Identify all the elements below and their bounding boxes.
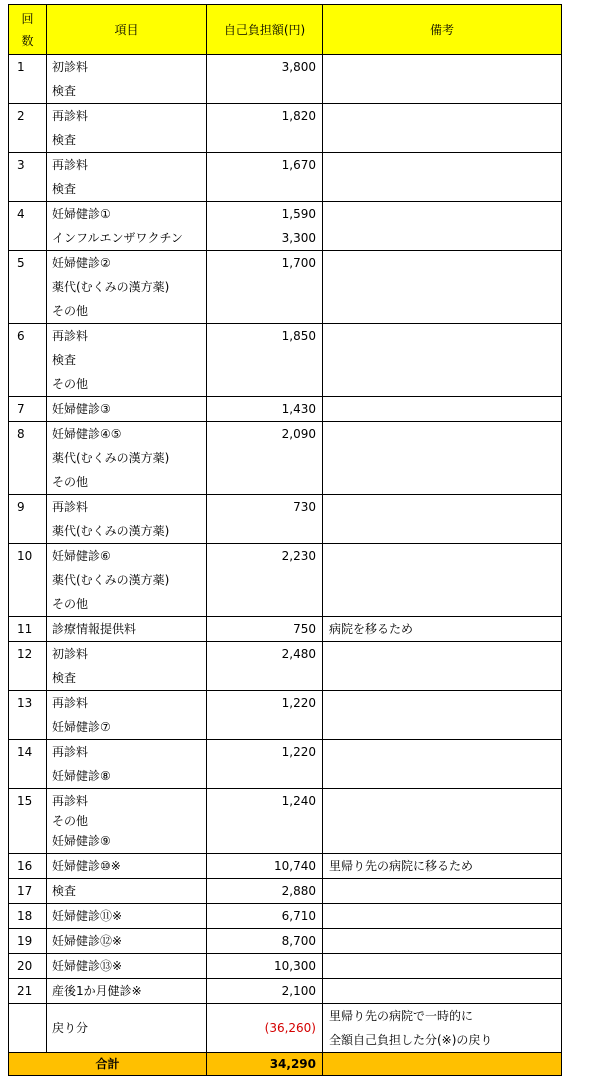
- table-row: [9, 397, 562, 422]
- refund-amount-cell: [207, 1004, 323, 1053]
- row-items: [47, 954, 207, 979]
- table-row: [9, 954, 562, 979]
- row-items: [47, 789, 207, 854]
- row-number-text: 5: [17, 256, 25, 270]
- row-items: [47, 495, 207, 544]
- row-note-text: 病院を移るため: [329, 622, 414, 636]
- row-amount: [207, 495, 323, 544]
- row-amount-text: 1,590: [281, 207, 316, 221]
- row-number: [9, 789, 47, 854]
- row-note: [323, 740, 562, 789]
- table-row: [9, 789, 562, 854]
- row-item-text: 妊婦健診⑧: [52, 769, 111, 783]
- header-count-char-2: 数: [21, 33, 34, 48]
- row-amount-text: 1,220: [281, 696, 316, 710]
- row-number: [9, 691, 47, 740]
- row-amount: [207, 55, 323, 104]
- table-row: [9, 929, 562, 954]
- row-number: [9, 104, 47, 153]
- table-row: [9, 104, 562, 153]
- table-row: [9, 879, 562, 904]
- refund-count-cell: [9, 1004, 47, 1053]
- row-note-text: [329, 740, 561, 764]
- row-item-text: その他: [52, 377, 89, 391]
- row-number: [9, 55, 47, 104]
- row-item-text: 産後1か月健診※: [52, 984, 142, 998]
- row-note-text: 里帰り先の病院に移るため: [329, 859, 474, 873]
- row-number-text: 9: [17, 500, 25, 514]
- row-item-text: 再診料: [52, 794, 89, 808]
- row-item-text: その他: [52, 475, 89, 489]
- row-amount: [207, 202, 323, 251]
- header-item: 項目: [47, 5, 207, 55]
- row-item-text: 初診料: [52, 647, 89, 661]
- row-note-text: [329, 904, 561, 928]
- row-amount: [207, 153, 323, 202]
- row-item-text: 初診料: [52, 60, 89, 74]
- row-items: [47, 251, 207, 324]
- row-note: [323, 904, 562, 929]
- row-number-text: 15: [17, 794, 33, 808]
- row-note: [323, 642, 562, 691]
- row-number-text: 10: [17, 549, 33, 563]
- row-items: [47, 854, 207, 879]
- row-item-text: 妊婦健診②: [52, 256, 111, 270]
- row-number: [9, 879, 47, 904]
- row-item-text: 検査: [52, 353, 77, 367]
- row-amount: [207, 642, 323, 691]
- row-amount-text: 1,700: [281, 256, 316, 270]
- row-amount-text: 2,090: [281, 427, 316, 441]
- row-item-text: その他: [52, 814, 89, 828]
- row-items: [47, 544, 207, 617]
- row-amount-text: 8,700: [281, 934, 316, 948]
- row-note-text: [329, 642, 561, 666]
- row-items: [47, 929, 207, 954]
- row-number: [9, 324, 47, 397]
- row-number: [9, 202, 47, 251]
- row-amount-text: 750: [293, 622, 316, 636]
- row-number-text: 3: [17, 158, 25, 172]
- row-item-text: 妊婦健診⑪※: [52, 909, 123, 923]
- row-amount-text: 1,850: [281, 329, 316, 343]
- row-note-text: [329, 929, 561, 953]
- row-item-text: インフルエンザワクチン: [52, 231, 183, 245]
- header-count-char-1: 回: [21, 11, 34, 26]
- row-items: [47, 979, 207, 1004]
- row-number-text: 14: [17, 745, 33, 759]
- row-note-text: [329, 104, 561, 128]
- row-note: [323, 422, 562, 495]
- row-number-text: 21: [17, 984, 33, 998]
- row-number: [9, 954, 47, 979]
- refund-item-cell: [47, 1004, 207, 1053]
- row-number-text: 8: [17, 427, 25, 441]
- row-amount-text: 730: [293, 500, 316, 514]
- row-amount: [207, 854, 323, 879]
- row-note: [323, 954, 562, 979]
- row-note-text: [329, 397, 561, 421]
- row-items: [47, 422, 207, 495]
- row-number: [9, 422, 47, 495]
- row-note: [323, 979, 562, 1004]
- row-item-text: その他: [52, 597, 89, 611]
- row-note-text: [329, 324, 561, 348]
- row-item-text: 薬代(むくみの漢方薬): [52, 524, 170, 538]
- row-item-text: 検査: [52, 671, 77, 685]
- row-number: [9, 854, 47, 879]
- row-number-text: 18: [17, 909, 33, 923]
- row-note-text: [329, 879, 561, 903]
- row-note: [323, 691, 562, 740]
- row-number-text: 17: [17, 884, 33, 898]
- row-number: [9, 617, 47, 642]
- row-amount: [207, 954, 323, 979]
- row-item-text: 再診料: [52, 696, 89, 710]
- header-row: [9, 5, 562, 55]
- row-amount-text: 1,670: [281, 158, 316, 172]
- row-item-text: 薬代(むくみの漢方薬): [52, 451, 170, 465]
- row-amount: [207, 617, 323, 642]
- row-amount: [207, 324, 323, 397]
- row-item-text: 薬代(むくみの漢方薬): [52, 573, 170, 587]
- row-item-text: 妊婦健診⑩※: [52, 859, 121, 873]
- row-amount-text: 3,800: [281, 60, 316, 74]
- row-item-text: 妊婦健診⑦: [52, 720, 111, 734]
- row-amount-text-2: 3,300: [281, 231, 316, 245]
- row-item-text: 妊婦健診⑬※: [52, 959, 123, 973]
- table-body: [9, 55, 562, 1053]
- row-note: [323, 929, 562, 954]
- row-item-text: 妊婦健診⑨: [52, 834, 111, 848]
- row-item-text: 再診料: [52, 329, 89, 343]
- row-items: [47, 153, 207, 202]
- row-note: [323, 397, 562, 422]
- row-number: [9, 153, 47, 202]
- row-number: [9, 979, 47, 1004]
- header-count: [9, 5, 47, 55]
- refund-item: 戻り分: [52, 1021, 89, 1035]
- table-row: [9, 324, 562, 397]
- row-amount: [207, 104, 323, 153]
- row-item-text: 妊婦健診⑥: [52, 549, 111, 563]
- total-note-cell: [323, 1053, 562, 1076]
- row-number: [9, 740, 47, 789]
- row-items: [47, 617, 207, 642]
- row-items: [47, 104, 207, 153]
- row-item-text: 妊婦健診③: [52, 402, 111, 416]
- row-item-text: 妊婦健診⑫※: [52, 934, 123, 948]
- row-amount-text: 1,820: [281, 109, 316, 123]
- row-number-text: 4: [17, 207, 25, 221]
- row-item-text: 検査: [52, 84, 77, 98]
- row-amount: [207, 544, 323, 617]
- row-note: [323, 202, 562, 251]
- row-items: [47, 55, 207, 104]
- row-amount-text: 1,220: [281, 745, 316, 759]
- row-item-text: 検査: [52, 133, 77, 147]
- row-items: [47, 324, 207, 397]
- row-item-text: 診療情報提供料: [52, 622, 137, 636]
- table-row: [9, 251, 562, 324]
- row-items: [47, 904, 207, 929]
- header-note: 備考: [323, 5, 562, 55]
- row-number: [9, 544, 47, 617]
- table-row: [9, 691, 562, 740]
- table-row: [9, 642, 562, 691]
- refund-amount: (36,260): [264, 1021, 316, 1035]
- header-amount: 自己負担額(円): [207, 5, 323, 55]
- row-note-text: [329, 251, 561, 275]
- row-item-text: 再診料: [52, 745, 89, 759]
- row-number: [9, 904, 47, 929]
- refund-note-line-1: 里帰り先の病院で一時的に: [329, 1009, 474, 1023]
- row-number-text: 19: [17, 934, 33, 948]
- row-amount-text: 1,240: [281, 794, 316, 808]
- refund-row: [9, 1004, 562, 1053]
- row-item-text: 再診料: [52, 500, 89, 514]
- row-number: [9, 397, 47, 422]
- row-note: [323, 854, 562, 879]
- row-number-text: 6: [17, 329, 25, 343]
- row-number-text: 7: [17, 402, 25, 416]
- table-row: [9, 422, 562, 495]
- row-note-text: [329, 544, 561, 568]
- row-amount: [207, 929, 323, 954]
- table-row: [9, 495, 562, 544]
- table-row: [9, 202, 562, 251]
- row-amount: [207, 979, 323, 1004]
- row-number: [9, 251, 47, 324]
- row-amount: [207, 879, 323, 904]
- row-note: [323, 153, 562, 202]
- row-items: [47, 642, 207, 691]
- total-row: [9, 1053, 562, 1076]
- row-item-text: 妊婦健診①: [52, 207, 111, 221]
- row-item-text: 再診料: [52, 109, 89, 123]
- row-number-text: 2: [17, 109, 25, 123]
- row-amount: [207, 397, 323, 422]
- row-amount-text: 10,740: [274, 859, 316, 873]
- table-row: [9, 544, 562, 617]
- row-amount-text: 6,710: [281, 909, 316, 923]
- expense-table: [8, 4, 562, 1076]
- row-item-text: 薬代(むくみの漢方薬): [52, 280, 170, 294]
- row-amount: [207, 740, 323, 789]
- row-note: [323, 544, 562, 617]
- row-note: [323, 55, 562, 104]
- row-note: [323, 104, 562, 153]
- row-items: [47, 879, 207, 904]
- table-row: [9, 153, 562, 202]
- row-note: [323, 617, 562, 642]
- row-note: [323, 789, 562, 854]
- table-row: [9, 55, 562, 104]
- row-note-text: [329, 55, 561, 79]
- total-label: 合計: [9, 1053, 207, 1076]
- row-number: [9, 929, 47, 954]
- row-note: [323, 879, 562, 904]
- row-note-text: [329, 979, 561, 1003]
- row-number-text: 20: [17, 959, 33, 973]
- row-amount-text: 2,880: [281, 884, 316, 898]
- refund-note-line-2: 全額自己負担した分(※)の戻り: [329, 1033, 493, 1047]
- row-amount-text: 2,230: [281, 549, 316, 563]
- table-row: [9, 617, 562, 642]
- row-note: [323, 324, 562, 397]
- row-amount: [207, 422, 323, 495]
- row-number-text: 12: [17, 647, 33, 661]
- row-note-text: [329, 422, 561, 446]
- total-amount: 34,290: [207, 1053, 323, 1076]
- table-row: [9, 854, 562, 879]
- refund-note-cell: [323, 1004, 562, 1053]
- row-amount: [207, 691, 323, 740]
- row-number-text: 13: [17, 696, 33, 710]
- row-amount-text: 2,480: [281, 647, 316, 661]
- row-amount: [207, 789, 323, 854]
- row-items: [47, 202, 207, 251]
- table-row: [9, 904, 562, 929]
- row-number-text: 11: [17, 622, 33, 636]
- row-item-text: 検査: [52, 884, 77, 898]
- row-item-text: 再診料: [52, 158, 89, 172]
- row-items: [47, 397, 207, 422]
- row-items: [47, 740, 207, 789]
- table-row: [9, 979, 562, 1004]
- row-number-text: 16: [17, 859, 33, 873]
- row-note-text: [329, 495, 561, 519]
- row-amount-text: 10,300: [274, 959, 316, 973]
- row-note-text: [329, 691, 561, 715]
- row-item-text: 妊婦健診④⑤: [52, 427, 122, 441]
- row-note: [323, 495, 562, 544]
- row-item-text: その他: [52, 304, 89, 318]
- row-item-text: 検査: [52, 182, 77, 196]
- row-number: [9, 642, 47, 691]
- row-items: [47, 691, 207, 740]
- table-row: [9, 740, 562, 789]
- row-amount: [207, 904, 323, 929]
- row-note: [323, 251, 562, 324]
- row-note-text: [329, 202, 561, 226]
- row-amount: [207, 251, 323, 324]
- row-number: [9, 495, 47, 544]
- row-note-text: [329, 153, 561, 177]
- row-note-text: [329, 954, 561, 978]
- row-amount-text: 2,100: [281, 984, 316, 998]
- row-number-text: 1: [17, 60, 25, 74]
- row-amount-text: 1,430: [281, 402, 316, 416]
- row-note-text: [329, 789, 561, 813]
